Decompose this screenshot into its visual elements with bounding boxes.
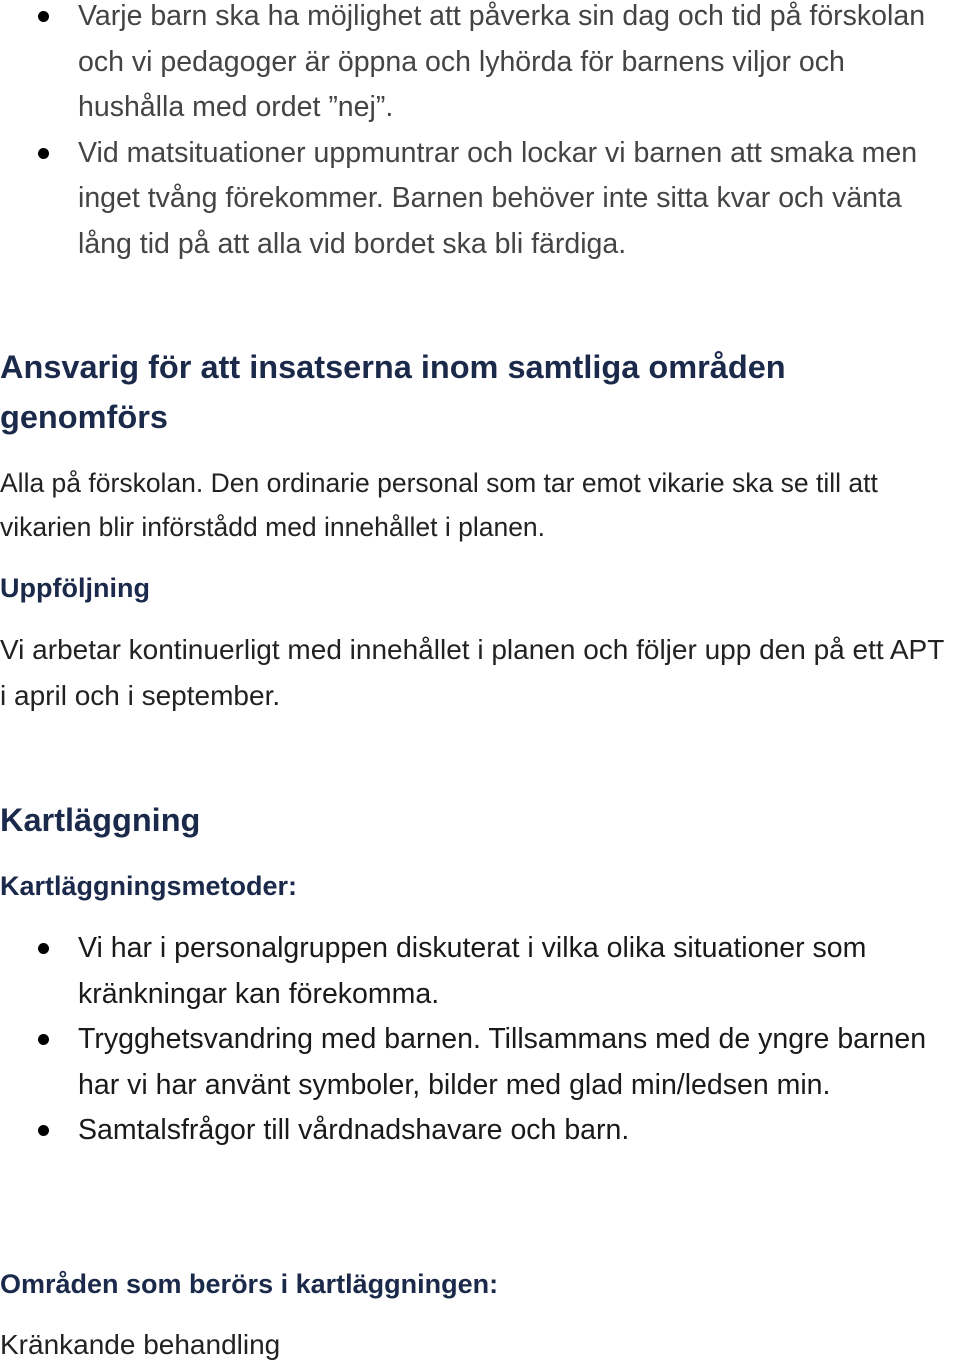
list-item-text: Vi har i personalgruppen diskuterat i vilka olika situationer som kränkningar kan förekomma. [78,932,867,1010]
list-item [0,0,960,131]
methods-bullet-list [0,926,960,1154]
methods-heading: Kartläggningsmetoder: [0,871,298,901]
list-item-text: Vid matsituationer uppmuntrar och lockar vi barnen att smaka men inget tvång förekommer. Barnen behöver inte sitta kvar och vänta lång tid på att alla vid bordet ska bli färdiga. [78,136,918,260]
areas-heading: Områden som berörs i kartläggningen: [0,1269,499,1299]
bullet-icon [38,943,49,954]
list-item-text: Varje barn ska ha möjlighet att påverka sin dag och tid på förskolan och vi pedagoger är öppna och lyhörda för barnens viljor och hushålla med ordet ”nej”. [78,0,926,123]
bullet-icon [38,148,49,159]
areas-text: Kränkande behandling [0,1329,281,1360]
followup-text: Vi arbetar kontinuerligt med innehållet i planen och följer upp den på ett APT i april och i september. [0,634,944,711]
list-item [0,1017,960,1108]
responsible-text: Alla på förskolan. Den ordinarie personal som tar emot vikarie ska se till att vikarien blir införstådd med innehållet i planen. [0,468,878,542]
responsible-heading: Ansvarig för att insatserna inom samtliga områden genomförs [0,349,786,435]
list-item-text: Trygghetsvandring med barnen. Tillsammans med de yngre barnen har vi har använt symboler, bilder med glad min/ledsen min. [78,1023,927,1101]
list-item [0,1108,960,1154]
mapping-heading: Kartläggning [0,802,201,838]
bullet-icon [38,1125,49,1136]
intro-bullet-list [0,0,960,267]
followup-heading: Uppföljning [0,573,150,603]
list-item [0,926,960,1017]
list-item [0,131,960,268]
bullet-icon [38,11,49,22]
bullet-icon [38,1034,49,1045]
list-item-text: Samtalsfrågor till vårdnadshavare och barn. [78,1114,630,1146]
